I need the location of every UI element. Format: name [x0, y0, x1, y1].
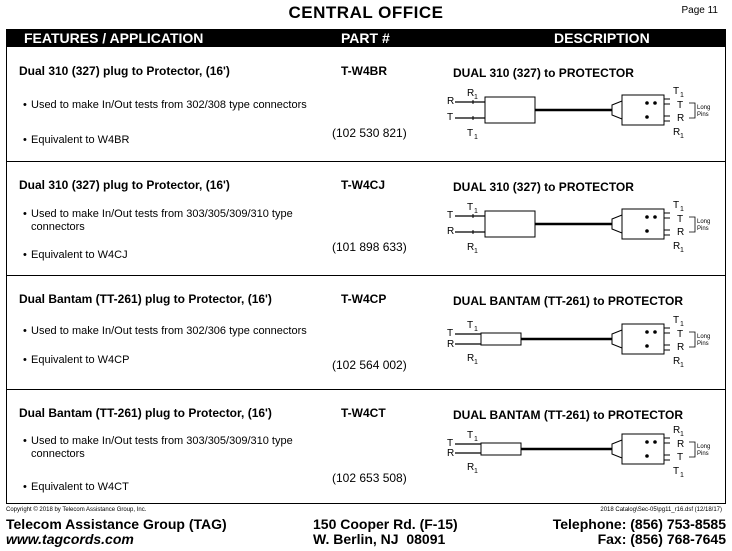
svg-text:1: 1	[474, 436, 478, 443]
product-row	[7, 47, 725, 162]
label-left-top: T	[447, 438, 454, 449]
label-right-top: T	[677, 329, 684, 340]
svg-text:1: 1	[680, 133, 684, 140]
footer-company	[6, 517, 227, 547]
equivalent-bullet: • Equivalent to W4CT	[31, 481, 331, 494]
equivalent-bullet: • Equivalent to W4CJ	[31, 249, 331, 262]
svg-text:1: 1	[474, 326, 478, 333]
svg-text:1: 1	[680, 472, 684, 479]
svg-text:Long: Long	[697, 105, 711, 111]
application-bullet: • Used to make In/Out tests from 303/305/309/310 type connectors	[31, 435, 331, 461]
label-left-top-sub: T	[467, 430, 474, 441]
header-features: FEATURES / APPLICATION	[24, 30, 204, 46]
label-left-bottom: R	[447, 226, 455, 237]
svg-text:1: 1	[474, 468, 478, 475]
label-right-bottom: T	[677, 452, 684, 463]
label-left-bottom-sub: R	[467, 353, 475, 364]
label-left-top: R	[447, 96, 455, 107]
label-left-bottom-sub: T	[467, 128, 474, 139]
application-bullet: • Used to make In/Out tests from 302/308 type connectors	[31, 99, 331, 112]
copyright-notice: Copyright © 2018 by Telecom Assistance Group, Inc.	[6, 507, 147, 513]
label-left-top-sub: T	[467, 202, 474, 213]
product-title: Dual Bantam (TT-261) plug to Protector, (16')	[19, 406, 272, 420]
label-right-top-sub: T	[673, 315, 680, 326]
svg-text:Long: Long	[697, 444, 711, 450]
label-right-bottom: R	[677, 227, 685, 238]
product-title: Dual 310 (327) plug to Protector, (16')	[19, 64, 230, 78]
svg-text:1: 1	[680, 92, 684, 99]
page-title: CENTRAL OFFICE	[288, 3, 444, 22]
svg-text:Long: Long	[697, 219, 711, 225]
svg-text:1: 1	[680, 247, 684, 254]
label-right-bottom-sub: R	[673, 127, 681, 138]
address-line-2: W. Berlin, NJ 08091	[313, 531, 446, 547]
equivalent-bullet: • Equivalent to W4BR	[31, 134, 331, 147]
fax-number: Fax: (856) 768-7645	[597, 531, 726, 547]
label-right-top: T	[677, 100, 684, 111]
label-left-top: T	[447, 210, 454, 221]
cable-diagram	[437, 309, 722, 381]
label-right-bottom-sub: T	[673, 466, 680, 477]
label-left-top-sub: T	[467, 320, 474, 331]
description-title: DUAL BANTAM (TT-261) to PROTECTOR	[453, 294, 683, 308]
svg-text:1: 1	[680, 362, 684, 369]
svg-text:Long: Long	[697, 334, 711, 340]
label-right-top-sub: R	[673, 425, 681, 436]
label-right-top: T	[677, 214, 684, 225]
svg-text:1: 1	[474, 134, 478, 141]
part-number: (101 898 633)	[332, 240, 407, 254]
company-name: Telecom Assistance Group (TAG)	[6, 516, 227, 532]
description-title: DUAL 310 (327) to PROTECTOR	[453, 180, 634, 194]
svg-text:1: 1	[680, 206, 684, 213]
svg-text:Pins: Pins	[697, 341, 709, 347]
page-number: Page 11	[681, 5, 718, 16]
part-code: T-W4BR	[341, 64, 387, 78]
label-right-top-sub: T	[673, 200, 680, 211]
part-number: (102 564 002)	[332, 358, 407, 372]
header-part: PART #	[341, 30, 390, 46]
svg-text:Pins: Pins	[697, 451, 709, 457]
label-left-top: T	[447, 328, 454, 339]
footer-address	[313, 517, 458, 547]
part-code: T-W4CT	[341, 406, 386, 420]
product-row	[7, 161, 725, 276]
cable-diagram	[437, 423, 722, 495]
label-right-bottom-sub: R	[673, 241, 681, 252]
product-title: Dual Bantam (TT-261) plug to Protector, (16')	[19, 292, 272, 306]
label-right-bottom-sub: R	[673, 356, 681, 367]
label-left-bottom-sub: R	[467, 242, 475, 253]
svg-text:1: 1	[474, 248, 478, 255]
file-reference: 2018 Catalog\Sec-05\pg11_r16.dsf (12/18/17)	[600, 507, 722, 513]
table-header	[6, 29, 726, 47]
label-left-bottom: T	[447, 112, 454, 123]
svg-text:1: 1	[474, 359, 478, 366]
product-row	[7, 389, 725, 503]
product-row	[7, 275, 725, 390]
application-bullet: • Used to make In/Out tests from 302/306 type connectors	[31, 325, 331, 338]
part-number: (102 653 508)	[332, 471, 407, 485]
description-title: DUAL 310 (327) to PROTECTOR	[453, 66, 634, 80]
svg-text:Pins: Pins	[697, 226, 709, 232]
application-bullet: • Used to make In/Out tests from 303/305/309/310 type connectors	[31, 208, 331, 234]
part-code: T-W4CP	[341, 292, 387, 306]
svg-text:1: 1	[680, 431, 684, 438]
website-link[interactable]: www.tagcords.com	[6, 531, 134, 547]
equivalent-bullet: • Equivalent to W4CP	[31, 354, 331, 367]
label-left-bottom: R	[447, 448, 455, 459]
label-left-top-sub: R	[467, 88, 475, 99]
svg-text:1: 1	[474, 94, 478, 101]
cable-diagram	[437, 195, 722, 267]
phone-number: Telephone: (856) 753-8585	[552, 516, 726, 532]
svg-text:Pins: Pins	[697, 112, 709, 118]
label-left-bottom: R	[447, 339, 455, 350]
svg-text:1: 1	[474, 208, 478, 215]
part-number: (102 530 821)	[332, 126, 407, 140]
label-right-bottom: R	[677, 342, 685, 353]
label-right-top-sub: T	[673, 86, 680, 97]
product-title: Dual 310 (327) plug to Protector, (16')	[19, 178, 230, 192]
label-right-bottom: R	[677, 113, 685, 124]
svg-text:1: 1	[680, 321, 684, 328]
cable-diagram	[437, 81, 722, 153]
description-title: DUAL BANTAM (TT-261) to PROTECTOR	[453, 408, 683, 422]
part-code: T-W4CJ	[341, 178, 386, 192]
label-right-top: R	[677, 439, 685, 450]
address-line-1: 150 Cooper Rd. (F-15)	[313, 516, 458, 532]
label-left-bottom-sub: R	[467, 462, 475, 473]
footer-contact	[553, 517, 726, 547]
header-description: DESCRIPTION	[554, 30, 650, 46]
product-table	[6, 47, 726, 504]
